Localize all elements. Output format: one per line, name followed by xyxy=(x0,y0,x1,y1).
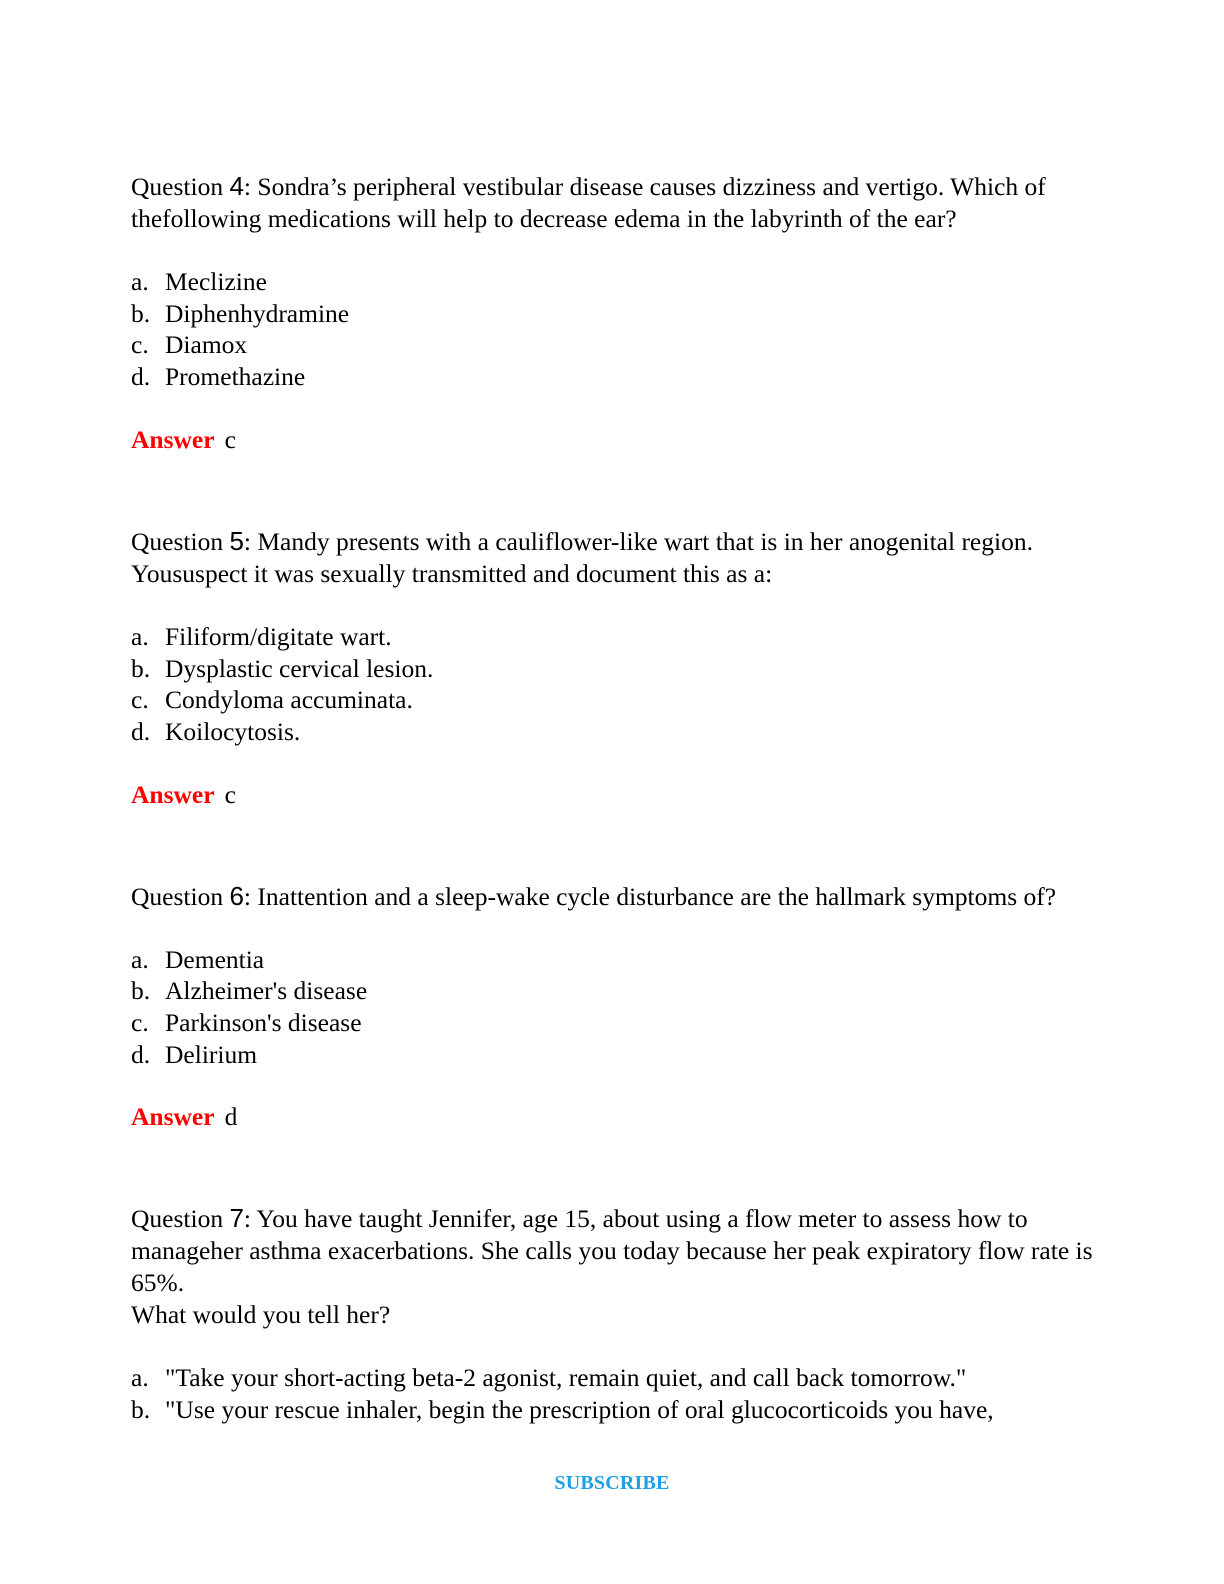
option-text: Meclizine xyxy=(165,267,267,296)
option-text: "Use your rescue inhaler, begin the prescription of oral glucocorticoids you have, xyxy=(165,1395,994,1425)
option-letter: c. xyxy=(131,1008,149,1038)
question-block xyxy=(131,170,1111,456)
question-followup: What would you tell her? xyxy=(131,1300,391,1330)
question-body: : Mandy presents with a cauliflower-like wart that is in her anogenital region. Yoususpect it was sexually transmitted and document this as a: xyxy=(131,526,1033,588)
option-item xyxy=(131,1007,1111,1039)
question-body: : Sondra’s peripheral vestibular disease causes dizziness and vertigo. Which of thefollowing medications will help to decrease edema in the labyrinth of the ear? xyxy=(131,172,1046,233)
question-number: 5 xyxy=(229,525,244,556)
option-text: Dysplastic cervical lesion. xyxy=(165,653,434,683)
answer-value: d xyxy=(224,1102,238,1132)
option-text: Parkinson's disease xyxy=(165,1008,362,1038)
option-item xyxy=(131,298,1111,330)
option-item xyxy=(131,944,1111,976)
option-letter: b. xyxy=(131,653,151,683)
option-text: Koilocytosis. xyxy=(165,716,301,746)
document-page xyxy=(131,170,1111,1457)
answer-line xyxy=(131,779,1111,811)
option-item xyxy=(131,1362,1111,1394)
option-text: Dementia xyxy=(165,944,265,974)
question-block xyxy=(131,525,1111,811)
question-body: : Inattention and a sleep-wake cycle disturbance are the hallmark symptoms of? xyxy=(243,881,1057,911)
options-list xyxy=(131,1362,1111,1425)
option-letter: b. xyxy=(131,298,151,328)
question-prefix: Question xyxy=(131,526,230,556)
option-letter: b. xyxy=(131,1395,151,1425)
option-text: Diamox xyxy=(165,330,248,360)
option-text: Filiform/digitate wart. xyxy=(165,621,392,651)
answer-label: Answer xyxy=(131,1102,215,1132)
question-text xyxy=(131,880,1111,913)
option-text: Delirium xyxy=(165,1039,258,1069)
option-item xyxy=(131,329,1111,361)
option-item xyxy=(131,975,1111,1007)
question-text xyxy=(131,170,1111,235)
option-letter: c. xyxy=(131,330,149,360)
option-text: "Take your short-acting beta-2 agonist, remain quiet, and call back tomorrow." xyxy=(165,1363,967,1393)
question-prefix: Question xyxy=(131,881,230,911)
option-letter: a. xyxy=(131,621,149,651)
question-block xyxy=(131,1202,1111,1425)
question-number: 4 xyxy=(229,171,244,201)
question-prefix: Question xyxy=(131,1204,230,1234)
subscribe-link[interactable]: SUBSCRIBE xyxy=(554,1472,670,1494)
option-item xyxy=(131,1039,1111,1071)
options-list xyxy=(131,944,1111,1071)
option-item xyxy=(131,1394,1111,1426)
options-list xyxy=(131,621,1111,748)
options-list xyxy=(131,266,1111,393)
option-letter: a. xyxy=(131,1363,149,1393)
option-item xyxy=(131,684,1111,716)
option-text: Alzheimer's disease xyxy=(165,976,368,1006)
question-prefix: Question xyxy=(131,172,230,201)
option-letter: d. xyxy=(131,716,151,746)
option-letter: a. xyxy=(131,267,149,296)
option-item xyxy=(131,653,1111,685)
option-letter: d. xyxy=(131,1039,151,1069)
question-number: 7 xyxy=(229,1203,244,1234)
option-text: Promethazine xyxy=(165,362,306,392)
answer-value: c xyxy=(224,424,236,454)
option-item xyxy=(131,361,1111,393)
answer-line xyxy=(131,424,1111,456)
option-text: Condyloma accuminata. xyxy=(165,685,413,715)
option-letter: c. xyxy=(131,685,149,715)
option-item xyxy=(131,716,1111,748)
option-item xyxy=(131,621,1111,653)
question-body: : You have taught Jennifer, age 15, about using a flow meter to assess how to manageher asthma exacerbations. She calls you today because her peak expiratory flow rate is 65%. xyxy=(131,1204,1093,1298)
question-block xyxy=(131,880,1111,1134)
question-text xyxy=(131,1202,1111,1331)
option-text: Diphenhydramine xyxy=(165,298,350,328)
option-letter: a. xyxy=(131,944,149,974)
option-item xyxy=(131,266,1111,298)
answer-line xyxy=(131,1101,1111,1133)
option-letter: d. xyxy=(131,362,151,392)
answer-label: Answer xyxy=(131,424,215,454)
answer-value: c xyxy=(224,779,236,809)
option-letter: b. xyxy=(131,976,151,1006)
answer-label: Answer xyxy=(131,779,215,809)
question-text xyxy=(131,525,1111,590)
question-number: 6 xyxy=(229,880,244,911)
